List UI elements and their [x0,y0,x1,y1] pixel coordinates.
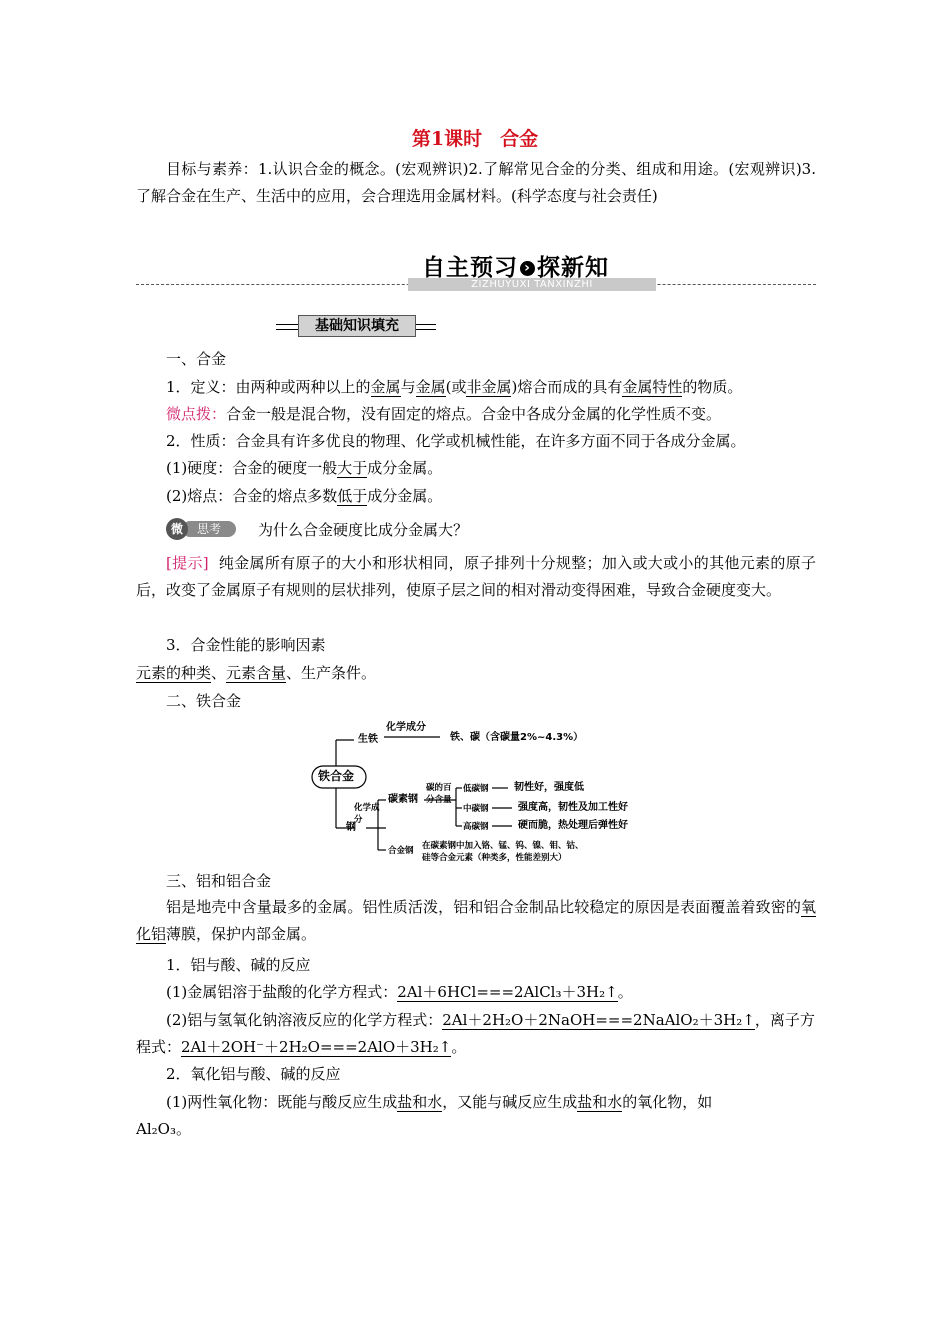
blank-metal-1: 金属 [370,378,401,396]
blank-element-type: 元素的种类 [136,664,212,682]
blank-salt-water-1: 盐和水 [397,1093,443,1111]
banner-title [422,249,609,282]
blank-metal-2: 金属 [415,378,446,396]
diagram-low-carbon: 低碳钢 [463,784,489,794]
definition-and: 与 [400,378,416,396]
reaction-naoh-lead: (2)铝与氢氧化钠溶液反应的化学方程式： [166,1011,443,1029]
think-question: 为什么合金硬度比成分金属大？ [258,521,469,539]
diagram-root: 铁合金 [318,769,355,783]
banner-pinyin: ZIZHUYUXI TANXINZHI [408,278,656,291]
hint-paragraph [136,550,816,604]
reaction-hcl-lead: (1)金属铝溶于盐酸的化学方程式： [166,983,398,1001]
ionic-equation-line [136,1035,826,1059]
objectives-paragraph: 目标与素养：1.认识合金的概念。(宏观辨识)2.了解常见合金的分类、组成和用途。(宏观辨识)3.了解合金在生产、生活中的应用，会合理选用金属材料。(科学态度与社会责任) [136,160,816,205]
diagram-steel: 钢 [346,822,356,833]
tip-text: 合金一般是混合物，没有固定的熔点。合金中各成分金属的化学性质不变。 [226,405,722,423]
ionic-equation-tail: 。 [451,1038,467,1056]
equation-al-naoh: 2Al＋2H₂O＋2NaOH===2NaAlO₂＋3H₂↑ [442,1011,755,1029]
amphoteric-example: Al₂O₃。 [136,1120,191,1138]
think-badge [166,518,238,540]
factor-items [136,661,826,685]
think-badge-circle: 微 [166,518,188,540]
diagram-pig-desc: 铁、碳（含碳量2%~4.3%） [450,732,584,743]
reaction-heading-2: 2．氧化铝与酸、碱的反应 [166,1065,341,1083]
heading-alloy: 一、合金 [166,350,227,368]
blank-lower: 低于 [337,487,368,505]
diagram-mid-carbon: 中碳钢 [463,804,489,814]
subsection-label-text: 基础知识填充 [298,315,416,337]
equation-al-hcl: 2Al＋6HCl===2AlCl₃＋3H₂↑ [397,983,618,1001]
iron-alloy-diagram [306,718,686,866]
hint-label: [提示] [166,554,209,572]
amphoteric-lead: (1)两性氧化物：既能与酸反应生成 [166,1093,398,1111]
definition-middle: )熔合而成的具有 [511,378,623,396]
blank-greater: 大于 [337,459,368,477]
property-line: 2．性质：合金具有许多优良的物理、化学或机械性能，在许多方面不同于各成分金属。 [166,432,746,450]
ionic-equation-lead: 程式： [136,1038,182,1056]
amphoteric-line [136,1090,856,1114]
definition-line [136,375,856,399]
banner-title-part-a: 自主预习 [422,255,518,281]
melting-tail: 成分金属。 [367,487,443,505]
blank-salt-water-2: 盐和水 [577,1093,623,1111]
title-topic: 合金 [500,128,539,150]
hardness-line [136,456,856,480]
reaction-naoh-line [136,1008,856,1032]
hint-text: 纯金属所有原子的大小和形状相同，原子排列十分规整；加入或大或小的其他元素的原子后，改变了金属原子有规则的层状排列，使原子层之间的相对滑动变得困难，导致合金硬度变大。 [136,554,816,599]
heading-aluminum: 三、铝和铝合金 [166,872,272,890]
blank-metal-property: 金属特性 [622,378,683,396]
melting-lead: (2)熔点：合金的熔点多数 [166,487,338,505]
reaction-hcl-line [136,980,856,1004]
diagram-high-carbon: 高碳钢 [463,822,489,832]
hardness-tail: 成分金属。 [367,459,443,477]
factor-heading: 3．合金性能的影响因素 [166,636,326,654]
definition-lead: 1．定义：由两种或两种以上的 [166,378,371,396]
equation-ionic: 2Al＋2OH⁻＋2H₂O===2AlO＋3H₂↑ [181,1038,452,1056]
diagram-pig-comp: 化学成分 [386,722,426,733]
diagram-mid-desc: 强度高，韧性及加工性好 [518,802,628,813]
diagram-alloy-desc-1: 在碳素钢中加入铬、锰、钨、镍、钼、钴、 [422,841,584,851]
diagram-steel-comp: 化学成分 [354,803,380,825]
definition-or: (或 [445,378,467,396]
melting-line [136,484,856,508]
amphoteric-middle: ，又能与碱反应生成 [442,1093,578,1111]
diagram-alloy-steel: 合金钢 [388,846,414,856]
aluminum-intro-tail: 薄膜，保护内部金属。 [166,925,317,943]
amphoteric-tail: 的氧化物，如 [622,1093,713,1111]
factor-sep: 、 [211,664,227,682]
diagram-pig-iron: 生铁 [358,734,378,745]
diagram-carbon-pct: 碳的百分含量 [426,783,452,805]
tip-line [136,402,856,426]
title-lesson-number: 第1课时 [411,128,483,150]
lesson-title [0,124,950,151]
banner-title-part-b: 探新知 [537,255,609,281]
diagram-low-desc: 韧性好，强度低 [514,782,584,793]
reaction-naoh-tail: ，离子方 [754,1011,815,1029]
definition-tail: 的物质。 [682,378,743,396]
blank-alumina: 氧化铝 [136,898,816,943]
diagram-carbon-steel: 碳素钢 [388,794,418,805]
think-badge-label: 思考 [182,521,236,537]
diagram-alloy-desc-2: 硅等合金元素（种类多，性能差别大） [422,853,567,863]
reaction-hcl-tail: 。 [617,983,633,1001]
aluminum-intro [136,894,816,948]
arrow-right-icon: › [520,261,535,276]
diagram-high-desc: 硬而脆，热处理后弹性好 [518,820,628,831]
subsection-label [276,313,436,337]
section-banner [136,245,816,295]
factor-tail: 、生产条件。 [286,664,377,682]
aluminum-intro-lead: 铝是地壳中含量最多的金属。铝性质活泼，铝和铝合金制品比较稳定的原因是表面覆盖着致密的 [166,898,801,916]
blank-element-content: 元素含量 [226,664,287,682]
reaction-heading-1: 1．铝与酸、碱的反应 [166,956,311,974]
blank-nonmetal: 非金属 [466,378,512,396]
heading-iron-alloy: 二、铁合金 [166,692,242,710]
tip-label: 微点拨： [166,405,227,423]
hardness-lead: (1)硬度：合金的硬度一般 [166,459,338,477]
